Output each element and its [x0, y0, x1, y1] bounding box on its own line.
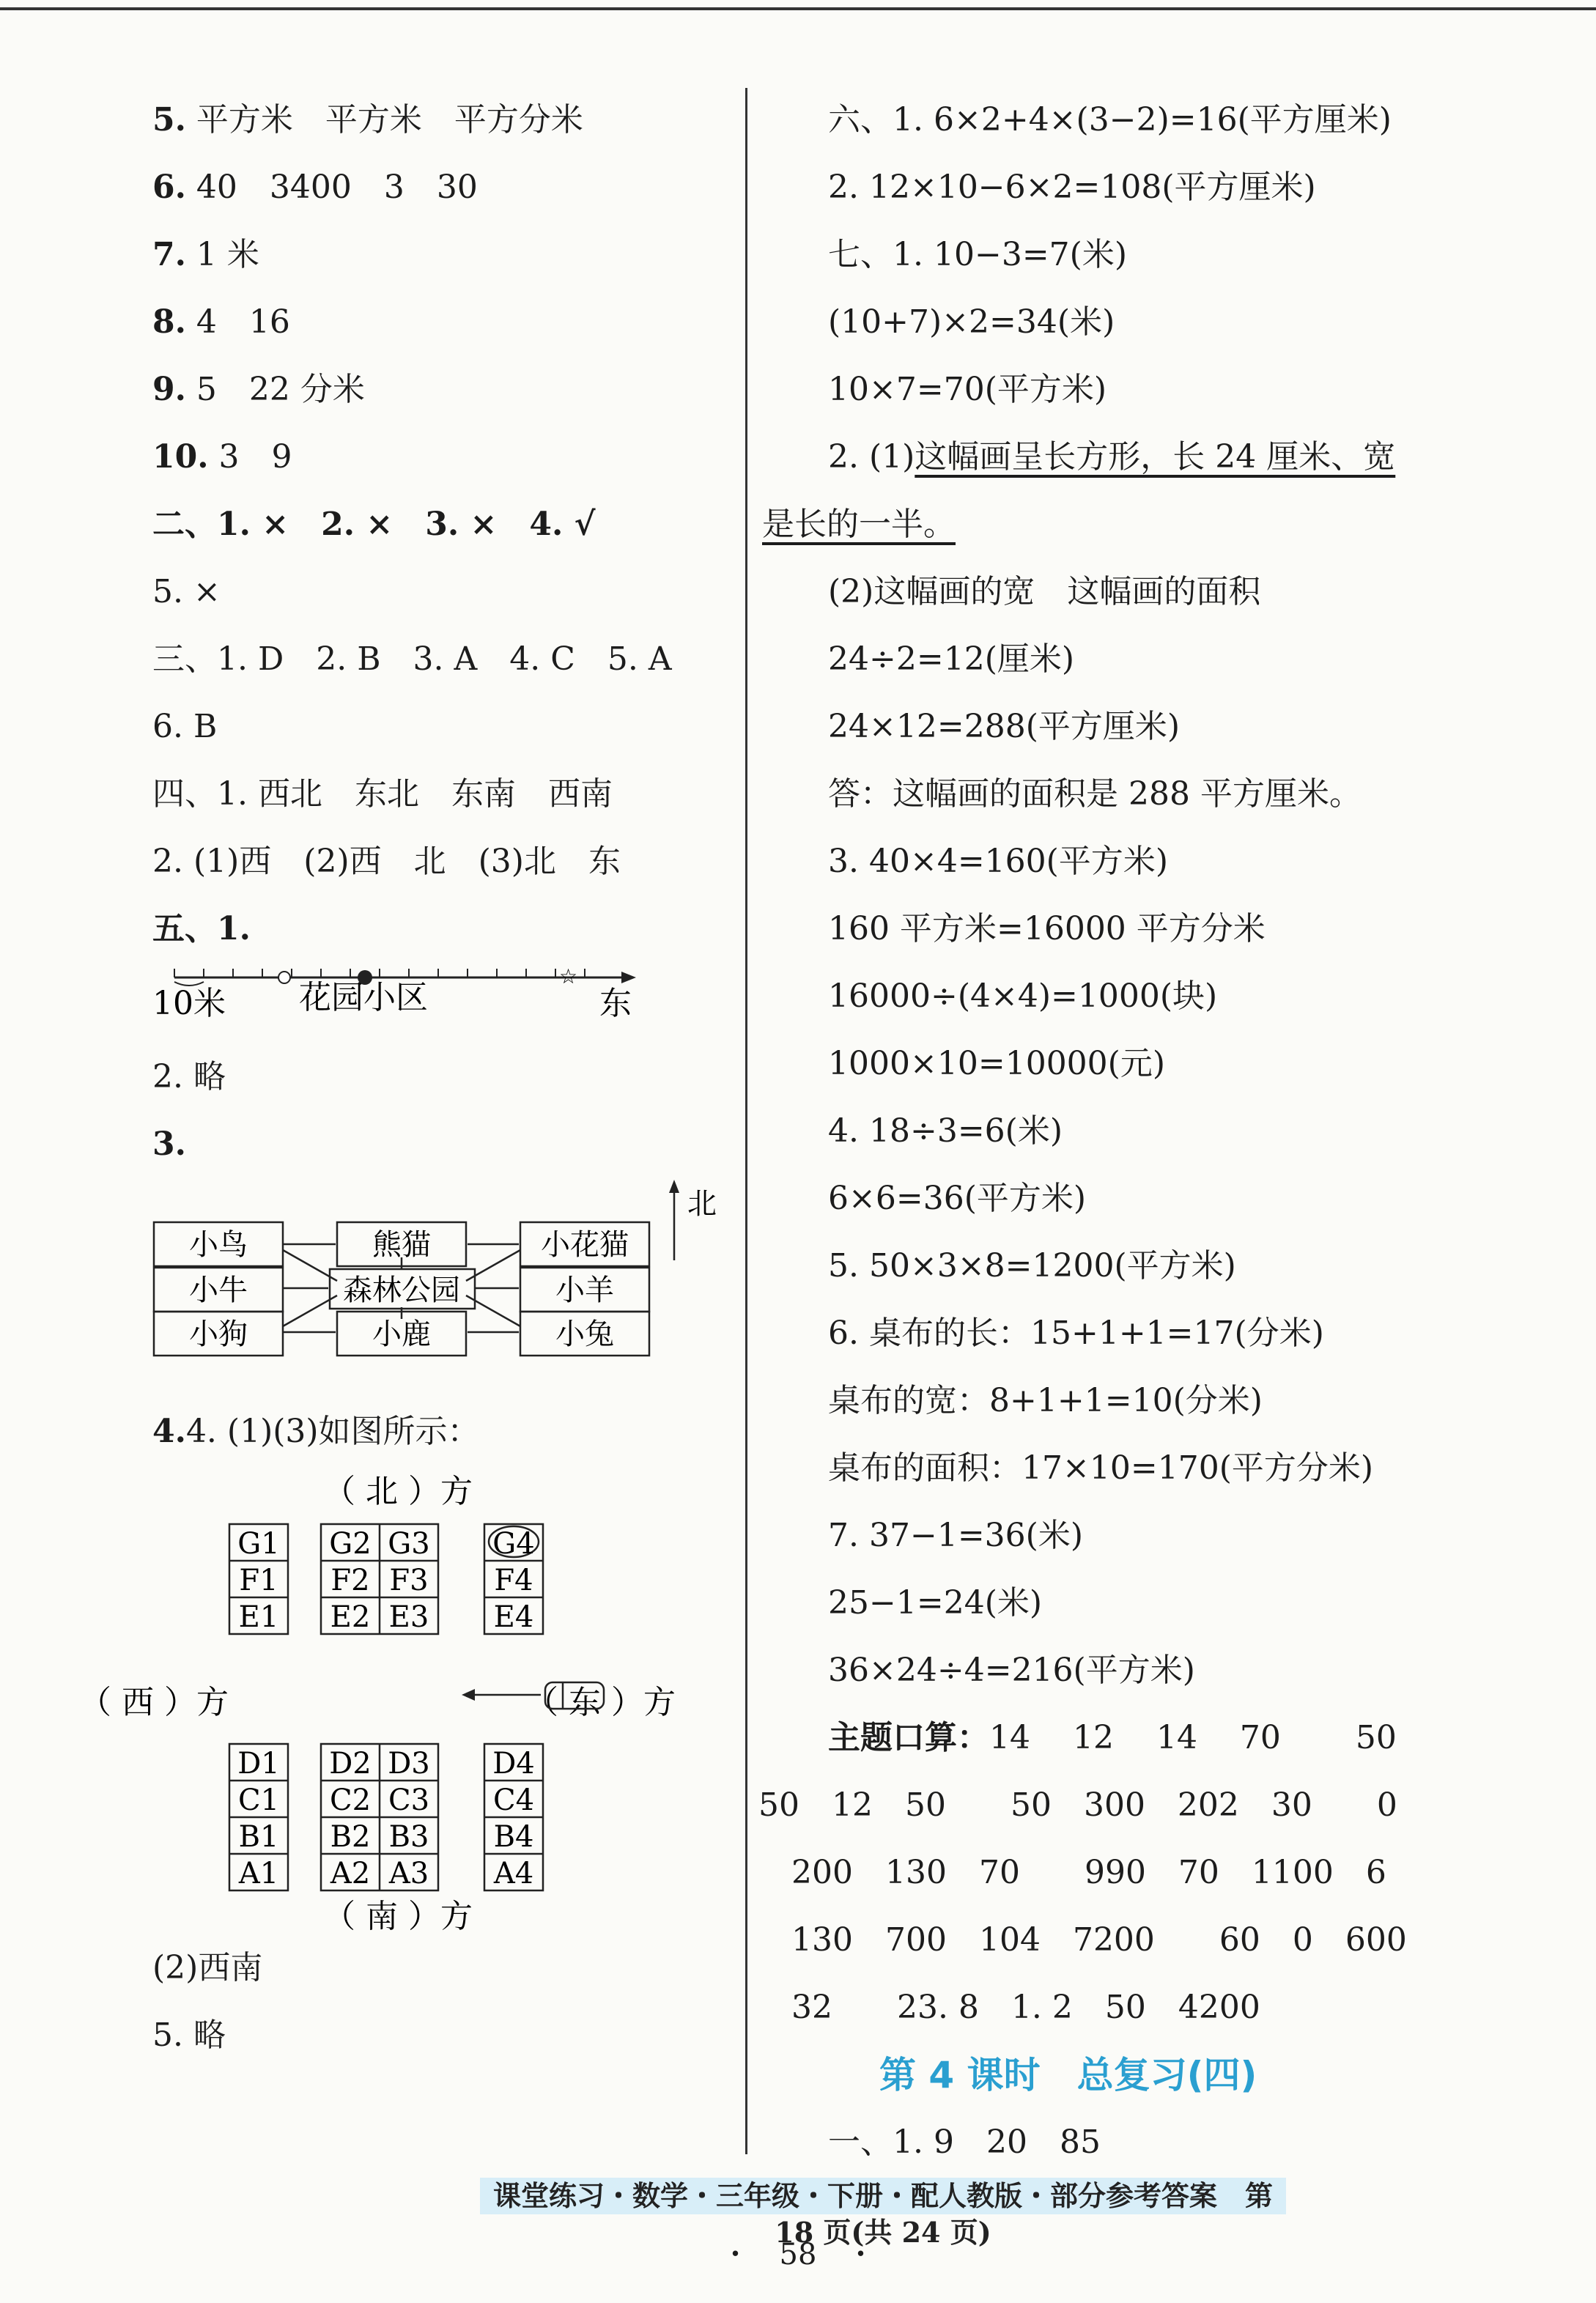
space-label: D2: [329, 1747, 372, 1781]
answer-line: 1000×10=10000(元): [828, 1045, 1166, 1082]
space-label: G2: [329, 1527, 372, 1561]
answer-line: 一、1. 9 20 85: [828, 2123, 1101, 2161]
answer-line: 10. 3 9: [152, 438, 292, 476]
answer-line: 36×24÷4=216(平方米): [828, 1652, 1195, 1689]
map-box-label: 小鹿: [372, 1317, 431, 1351]
lesson-title: 第 4 课时 总复习(四): [879, 2054, 1257, 2096]
parking-lot-figure: [79, 1465, 731, 1934]
mental-math-line: 32 23. 8 1. 2 50 4200: [791, 1989, 1260, 2026]
answer-line: 二、1. × 2. × 3. × 4. √: [152, 506, 596, 543]
space-label: B3: [388, 1820, 429, 1854]
answer-line: 三、1. D 2. B 3. A 4. C 5. A: [152, 640, 672, 678]
space-label: F3: [389, 1564, 429, 1597]
answer-line: 24×12=288(平方厘米): [828, 708, 1181, 745]
open-circle-marker: [278, 972, 290, 983]
parking-lot-diagram: [79, 1465, 680, 1934]
mental-math-line: 200 130 70 990 70 1100 6: [791, 1854, 1386, 1891]
answer-line: 5. 50×3×8=1200(平方米): [828, 1247, 1236, 1284]
space-label: C4: [492, 1783, 535, 1817]
answer-line: 8. 4 16: [152, 303, 290, 341]
space-label: G3: [388, 1527, 430, 1561]
answer-line: 2. (1)西 (2)西 北 (3)北 东: [152, 843, 621, 880]
answer-line: 5. 略: [152, 2016, 226, 2054]
answer-line: 6. 桌布的长：15+1+1=17(分米): [828, 1315, 1324, 1352]
answer-line: 2. (1)这幅画呈长方形，长 24 厘米、宽: [828, 438, 1396, 476]
answer-line: 6. 40 3400 3 30: [152, 169, 478, 206]
forest-park-diagram: [152, 1178, 731, 1398]
south-direction: （ 南 ）方: [323, 1898, 473, 1934]
mental-math-line: 主题口算：14 12 14 70 50: [828, 1719, 1397, 1756]
space-label: F1: [239, 1564, 278, 1597]
answer-line: 10×7=70(平方米): [828, 371, 1107, 408]
map-box-label: 小兔: [555, 1317, 614, 1351]
garden-home-label: 花园小区: [299, 979, 428, 1016]
answer-line: 六、1. 6×2+4×(3−2)=16(平方厘米): [828, 101, 1392, 138]
answer-line: 7. 37−1=36(米): [828, 1517, 1084, 1554]
answer-line: (2)西南: [152, 1949, 263, 1986]
answer-line: 答：这幅画的面积是 288 平方厘米。: [828, 775, 1362, 813]
answer-line: 24÷2=12(厘米): [828, 640, 1075, 678]
answer-line: 6×6=36(平方米): [828, 1180, 1087, 1217]
map-box-label: 小牛: [189, 1274, 248, 1307]
answer-line: 五、1.: [152, 910, 251, 947]
answer-line: 4. 18÷3=6(米): [828, 1112, 1063, 1150]
space-label: C3: [388, 1783, 430, 1817]
answer-line: 25−1=24(米): [828, 1584, 1043, 1622]
answer-line: 桌布的面积：17×10=170(平方分米): [828, 1449, 1374, 1487]
right-column: [758, 86, 1561, 2176]
space-label: F4: [494, 1564, 533, 1597]
space-label: C2: [329, 1783, 372, 1817]
answer-line: 4.4. (1)(3)如图所示：: [152, 1413, 480, 1450]
answer-line: 160 平方米=16000 平方分米: [828, 910, 1266, 947]
space-label: A3: [388, 1857, 429, 1890]
footer-text: 课堂练习・数学・三年级・下册・配人教版・部分参考答案 第 18 页(共 24 页): [492, 2179, 1273, 2249]
east-direction: （ 东 ）方: [526, 1684, 676, 1721]
space-label: E2: [330, 1600, 371, 1634]
space-label: B1: [238, 1820, 279, 1854]
space-label: F2: [330, 1564, 370, 1597]
number-line-figure: [152, 963, 731, 1043]
space-label: A4: [493, 1857, 534, 1890]
map-box-label: 小鸟: [189, 1228, 248, 1262]
column-divider: [745, 88, 747, 2154]
answer-line: 5. 平方米 平方米 平方分米: [152, 101, 583, 138]
map-box-label: 森林公园: [343, 1274, 460, 1307]
west-direction: （ 西 ）方: [79, 1684, 229, 1721]
space-label: A1: [238, 1857, 279, 1890]
page-number: ・ 58 ・: [720, 2238, 876, 2271]
answer-line: 16000÷(4×4)=1000(块): [828, 977, 1218, 1015]
space-label: A2: [330, 1857, 371, 1890]
map-box-label: 小花猫: [541, 1228, 629, 1262]
space-label: D3: [388, 1747, 430, 1781]
space-label: B4: [493, 1820, 534, 1854]
answer-line: (10+7)×2=34(米): [828, 303, 1115, 341]
left-column: [79, 86, 731, 2069]
answer-line: 5. ×: [152, 573, 221, 610]
answer-line: 是长的一半。: [762, 506, 956, 543]
north-direction: （ 北 ）方: [323, 1473, 473, 1510]
space-label: E1: [238, 1600, 279, 1634]
map-box-label: 小狗: [189, 1317, 248, 1351]
answer-line: 9. 5 22 分米: [152, 371, 365, 408]
forest-park-map: [152, 1178, 731, 1398]
scale-label: 10米: [152, 985, 226, 1022]
space-label: C1: [237, 1783, 280, 1817]
space-label: D4: [492, 1747, 535, 1781]
answer-line: 七、1. 10−3=7(米): [828, 236, 1128, 273]
map-box-label: 小羊: [555, 1274, 614, 1307]
answer-line: 6. B: [152, 708, 218, 745]
answer-line: 3.: [152, 1125, 186, 1163]
space-label: G4: [492, 1527, 535, 1561]
map-box-label: 熊猫: [372, 1228, 431, 1262]
answer-line: 2. 12×10−6×2=108(平方厘米): [828, 169, 1316, 206]
answer-line: 7. 1 米: [152, 236, 259, 273]
top-rule: [0, 7, 1596, 10]
answer-line: 四、1. 西北 东北 东南 西南: [152, 775, 613, 813]
space-label: E4: [493, 1600, 534, 1634]
north-label: 北: [687, 1187, 717, 1221]
space-label: G1: [237, 1527, 280, 1561]
answer-line: (2)这幅画的宽 这幅画的面积: [828, 573, 1261, 610]
mental-math-line: 130 700 104 7200 60 0 600: [791, 1921, 1407, 1959]
number-line: [152, 963, 665, 1043]
mental-math-line: 50 12 50 50 300 202 30 0: [758, 1786, 1397, 1824]
answer-line: 3. 40×4=160(平方米): [828, 843, 1168, 880]
space-label: D1: [237, 1747, 280, 1781]
space-label: E3: [388, 1600, 429, 1634]
space-label: B2: [330, 1820, 371, 1854]
answer-line: 2. 略: [152, 1058, 226, 1095]
answer-line: 桌布的宽：8+1+1=10(分米): [828, 1382, 1263, 1419]
star-marker: ☆: [559, 964, 578, 988]
east-label: 东: [599, 985, 632, 1022]
